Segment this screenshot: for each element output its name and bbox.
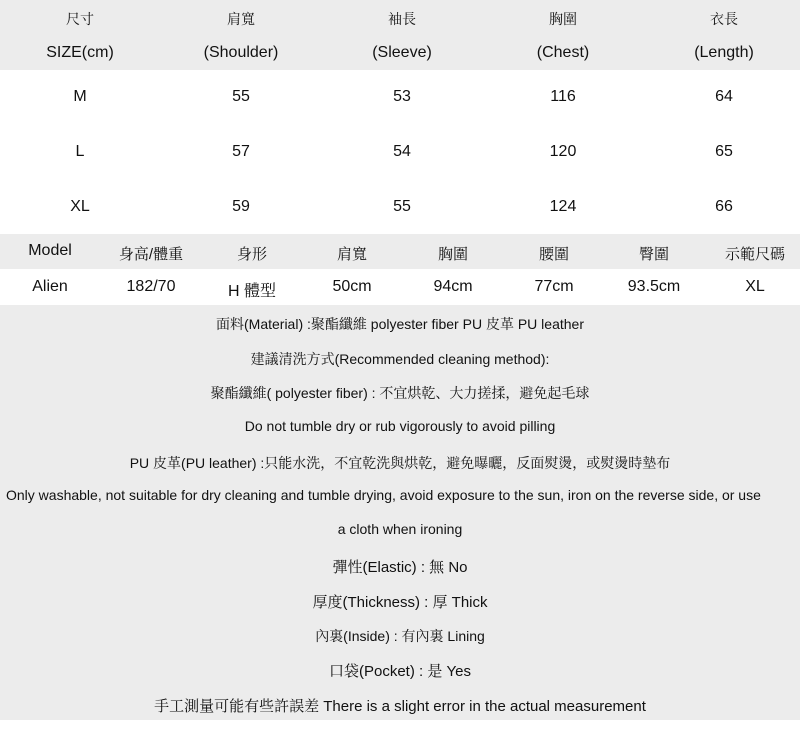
model-name-cell: Alien bbox=[32, 278, 68, 295]
model-hip-cell: 93.5cm bbox=[627, 278, 681, 295]
model-header-hip: 臀圍 bbox=[638, 246, 670, 263]
model-header-waist: 腰圍 bbox=[538, 246, 570, 263]
model-body-shape-cell: H 體型 bbox=[227, 283, 277, 300]
shoulder-cell: 59 bbox=[232, 198, 250, 215]
size-header-en-chest: (Chest) bbox=[536, 44, 590, 61]
size-header-zh-size: 尺寸 bbox=[66, 11, 94, 27]
measurement-error-note: 手工測量可能有些許誤差 There is a slight error in the actual measurement bbox=[154, 698, 646, 715]
polyester-care-zh: 聚酯纖維( polyester fiber) : 不宜烘乾、大力搓揉，避免起毛球 bbox=[210, 385, 590, 401]
size-header-zh-sleeve: 袖長 bbox=[388, 11, 416, 27]
pu-care-en-line-1: Only washable, not suitable for dry cleaning and tumble drying, avoid exposure to the sun, iron on the reverse side, or use bbox=[6, 487, 761, 503]
size-header-en-size: SIZE(cm) bbox=[46, 44, 114, 61]
pu-care-zh: PU 皮革(PU leather) :只能水洗，不宜乾洗與烘乾，避免曝曬，反面熨燙，或熨燙時墊布 bbox=[129, 455, 671, 471]
shoulder-cell: 57 bbox=[232, 143, 250, 160]
table-row bbox=[0, 143, 800, 165]
polyester-care-en: Do not tumble dry or rub vigorously to avoid pilling bbox=[244, 418, 556, 434]
model-header-height-weight: 身高/體重 bbox=[118, 246, 184, 263]
elastic-info: 彈性(Elastic) : 無 No bbox=[332, 559, 468, 576]
size-header-en-length: (Length) bbox=[694, 44, 754, 61]
shoulder-cell: 55 bbox=[232, 88, 250, 105]
sleeve-cell: 53 bbox=[393, 88, 411, 105]
model-shoulder-cell: 50cm bbox=[332, 278, 372, 295]
model-header-shoulder: 肩寬 bbox=[336, 246, 368, 263]
size-header-zh-shoulder: 肩寬 bbox=[227, 11, 255, 27]
model-header-demo-size: 示範尺碼 bbox=[724, 246, 786, 263]
table-row bbox=[0, 88, 800, 110]
model-height-weight-cell: 182/70 bbox=[126, 278, 176, 295]
material-info: 面料(Material) :聚酯纖維 polyester fiber PU 皮革 PU leather bbox=[216, 316, 584, 332]
size-header-zh-length: 衣長 bbox=[710, 11, 738, 27]
length-cell: 66 bbox=[715, 198, 733, 215]
model-header-model: Model bbox=[28, 242, 72, 259]
chest-cell: 124 bbox=[549, 198, 577, 215]
size-header-en-shoulder: (Shoulder) bbox=[203, 44, 279, 61]
model-demo-size-cell: XL bbox=[745, 278, 765, 295]
cleaning-method-title: 建議清洗方式(Recommended cleaning method): bbox=[250, 351, 550, 367]
chest-cell: 120 bbox=[549, 143, 577, 160]
model-header-chest: 胸圍 bbox=[437, 246, 469, 263]
size-table-header bbox=[0, 0, 800, 70]
length-cell: 65 bbox=[715, 143, 733, 160]
size-cell: M bbox=[73, 88, 87, 105]
sleeve-cell: 55 bbox=[393, 198, 411, 215]
size-header-zh-chest: 胸圍 bbox=[549, 11, 577, 27]
sleeve-cell: 54 bbox=[393, 143, 411, 160]
inside-info: 內裏(Inside) : 有內裏 Lining bbox=[315, 628, 485, 644]
table-row bbox=[0, 278, 800, 300]
length-cell: 64 bbox=[715, 88, 733, 105]
model-waist-cell: 77cm bbox=[534, 278, 574, 295]
pocket-info: 口袋(Pocket) : 是 Yes bbox=[329, 663, 471, 680]
model-chest-cell: 94cm bbox=[433, 278, 473, 295]
pu-care-en-line-2: a cloth when ironing bbox=[337, 521, 463, 537]
size-header-en-sleeve: (Sleeve) bbox=[372, 44, 432, 61]
table-row bbox=[0, 198, 800, 220]
size-cell: XL bbox=[70, 198, 90, 215]
size-cell: L bbox=[75, 143, 85, 160]
model-table-header bbox=[0, 234, 800, 269]
chest-cell: 116 bbox=[550, 88, 576, 105]
model-header-body-shape: 身形 bbox=[236, 246, 268, 263]
thickness-info: 厚度(Thickness) : 厚 Thick bbox=[312, 594, 488, 611]
